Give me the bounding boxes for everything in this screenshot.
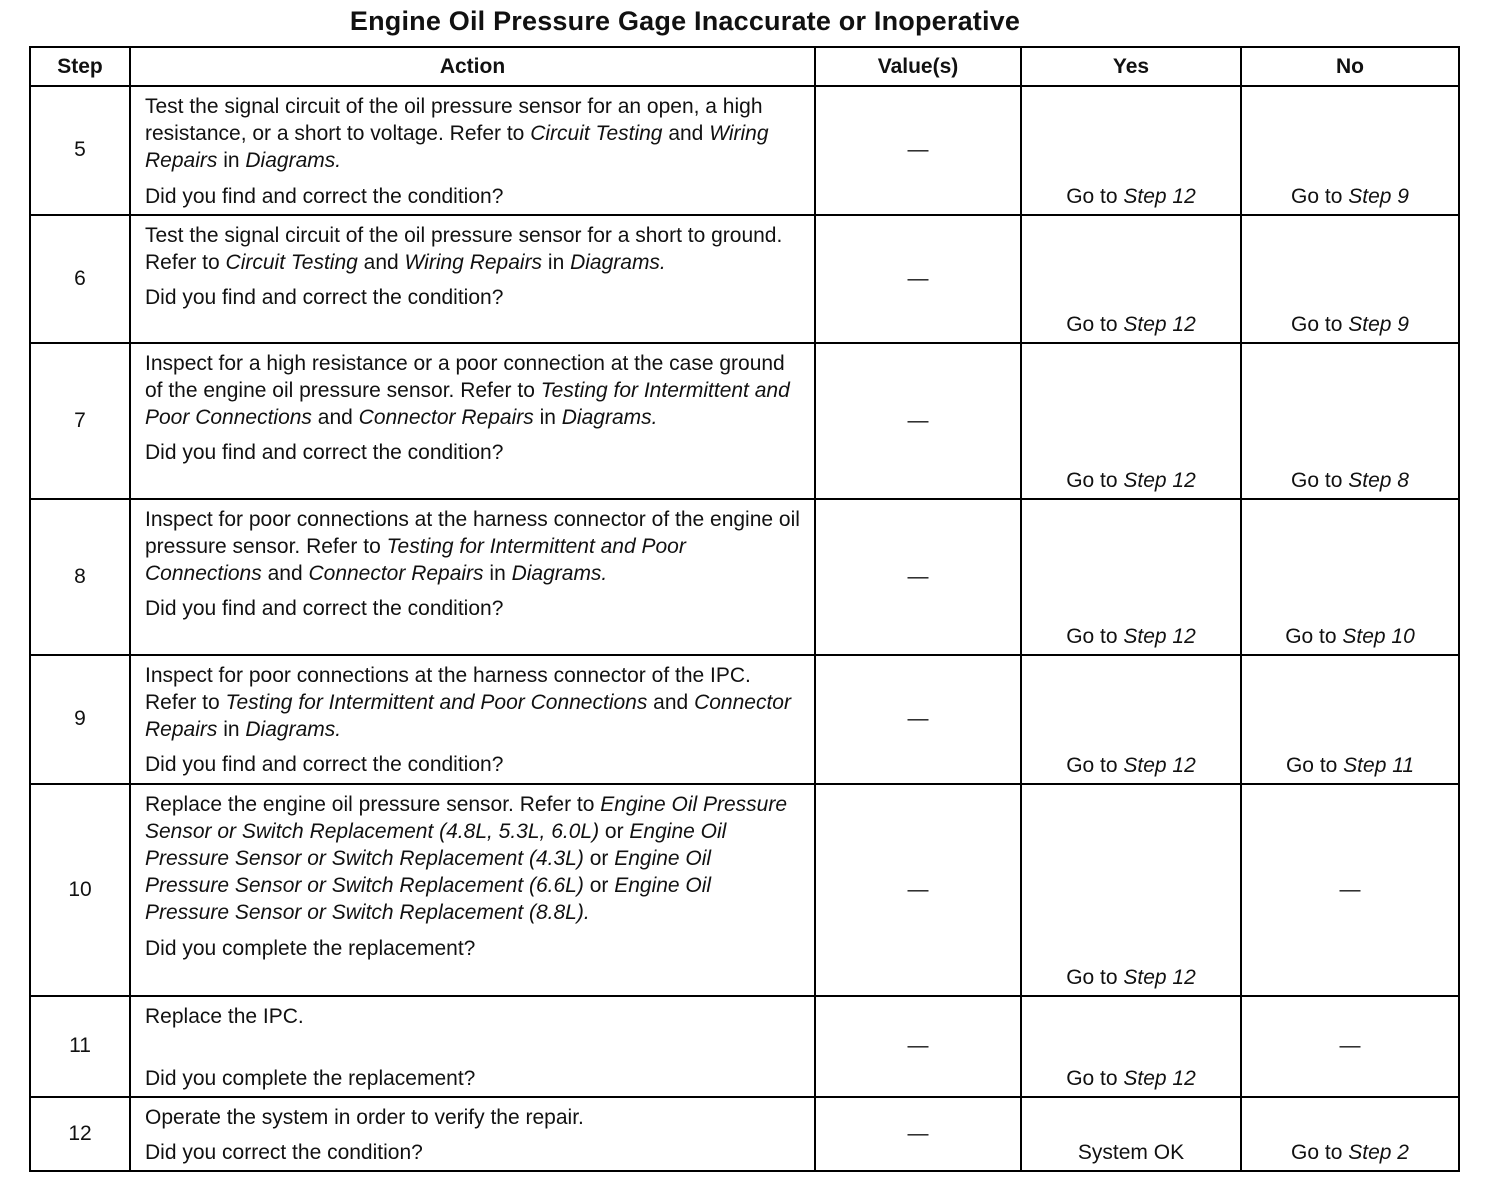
reference-link[interactable]: Testing for Intermittent and Poor Connections: [145, 379, 790, 430]
action-text-segment: in: [542, 251, 571, 275]
action-text-segment: in: [483, 562, 512, 586]
reference-link[interactable]: Diagrams.: [245, 149, 342, 173]
action-question: Did you find and correct the condition?: [145, 753, 504, 777]
action-cell: [130, 343, 815, 499]
table-row: [30, 1097, 1459, 1171]
value-dash: —: [907, 1122, 929, 1146]
action-question: Did you find and correct the condition?: [145, 441, 504, 465]
reference-link[interactable]: Engine Oil Pressure Sensor or Switch Replacement (4.3L): [145, 819, 727, 871]
no-dash: —: [1339, 1034, 1361, 1058]
no-cell: [1241, 343, 1459, 499]
action-question: Did you correct the condition?: [145, 1141, 423, 1165]
table-row: [30, 215, 1459, 343]
yes-step-link[interactable]: Step 12: [1123, 184, 1196, 208]
no-cell: [1241, 655, 1459, 784]
no-cell: [1241, 215, 1459, 343]
yes-prefix: Go to: [1066, 753, 1124, 777]
table-row: [30, 996, 1459, 1097]
reference-link[interactable]: Diagrams.: [561, 406, 658, 430]
yes-cell: [1021, 343, 1241, 499]
action-cell: [130, 215, 815, 343]
yes-cell: [1021, 655, 1241, 784]
yes-prefix: Go to: [1066, 965, 1124, 989]
header-yes: Yes: [1021, 47, 1241, 86]
reference-link[interactable]: Connector Repairs: [308, 562, 484, 586]
reference-link[interactable]: Engine Oil Pressure Sensor or Switch Replacement (4.8L, 5.3L, 6.0L): [145, 792, 788, 843]
action-cell: [130, 996, 815, 1097]
step-number: 7: [30, 343, 130, 499]
action-text: [145, 1104, 800, 1131]
action-question: Did you complete the replacement?: [145, 1066, 476, 1090]
action-cell: [130, 655, 815, 784]
reference-link[interactable]: Engine Oil Pressure Sensor or Switch Replacement (6.6L): [145, 847, 712, 898]
reference-link[interactable]: Circuit Testing: [530, 122, 663, 146]
step-number: 9: [30, 655, 130, 784]
yes-cell: [1021, 784, 1241, 996]
action-text-segment: or: [583, 874, 615, 898]
action-question: Did you complete the replacement?: [145, 936, 476, 960]
value-cell: [815, 343, 1021, 499]
yes-cell: [1021, 1097, 1241, 1171]
reference-link[interactable]: Circuit Testing: [225, 251, 358, 275]
no-cell: [1241, 996, 1459, 1097]
action-cell: [130, 784, 815, 996]
action-text-segment: Operate the system in order to verify the repair.: [145, 1106, 584, 1130]
reference-link[interactable]: Diagrams.: [245, 718, 342, 742]
value-dash: —: [907, 408, 929, 432]
value-cell: [815, 86, 1021, 215]
reference-link[interactable]: Wiring Repairs: [145, 122, 769, 173]
reference-link[interactable]: Diagrams.: [511, 562, 608, 586]
action-text-segment: in: [217, 718, 246, 742]
header-action: Action: [130, 47, 815, 86]
reference-link[interactable]: Diagrams.: [570, 251, 666, 275]
action-text-segment: and: [311, 406, 359, 430]
yes-prefix: Go to: [1066, 624, 1124, 648]
action-text: [145, 350, 800, 432]
no-dash: —: [1339, 877, 1361, 901]
no-prefix: Go to: [1285, 753, 1344, 777]
action-text-segment: in: [217, 149, 246, 173]
step-number: 11: [30, 996, 130, 1097]
value-cell: [815, 215, 1021, 343]
no-prefix: Go to: [1291, 468, 1349, 492]
header-no: No: [1241, 47, 1459, 86]
table-body: [30, 86, 1459, 1171]
yes-step-link[interactable]: Step 12: [1123, 965, 1196, 989]
step-number: 6: [30, 215, 130, 343]
no-prefix: Go to: [1285, 624, 1343, 648]
yes-cell: [1021, 499, 1241, 655]
yes-step-link[interactable]: Step 12: [1123, 1067, 1196, 1091]
yes-prefix: Go to: [1066, 1067, 1124, 1091]
action-question: Did you find and correct the condition?: [145, 184, 504, 208]
yes-step-link[interactable]: Step 12: [1123, 753, 1196, 777]
reference-link[interactable]: Connector Repairs: [145, 691, 791, 742]
action-text-segment: Test the signal circuit of the oil pressure sensor for a short to ground. Refer to: [145, 223, 783, 275]
no-cell: [1241, 784, 1459, 996]
value-cell: [815, 996, 1021, 1097]
yes-result: System OK: [1077, 1141, 1185, 1165]
no-prefix: Go to: [1291, 1141, 1349, 1165]
action-text-segment: Inspect for poor connections at the harness connector of the engine oil pressure sensor. Refer to: [145, 507, 800, 559]
no-cell: [1241, 86, 1459, 215]
action-question: Did you find and correct the condition?: [145, 597, 504, 621]
value-cell: [815, 655, 1021, 784]
no-step-link[interactable]: Step 8: [1348, 468, 1409, 492]
value-dash: —: [907, 564, 929, 588]
action-text-segment: Test the signal circuit of the oil pressure sensor for an open, a high resistance, or a short to voltage. Refer to: [145, 95, 763, 146]
diagnostic-table: [29, 46, 1460, 1172]
no-step-link[interactable]: Step 10: [1342, 624, 1415, 648]
table-row: [30, 499, 1459, 655]
action-text: [145, 791, 800, 927]
action-text-segment: or: [583, 847, 615, 871]
reference-link[interactable]: Connector Repairs: [358, 406, 534, 430]
action-text-segment: in: [533, 406, 562, 430]
header-values: Value(s): [815, 47, 1021, 86]
value-dash: —: [907, 877, 929, 901]
action-text-segment: and: [357, 251, 405, 275]
reference-link[interactable]: Testing for Intermittent and Poor Connections: [225, 691, 648, 715]
yes-cell: [1021, 996, 1241, 1097]
header-step: Step: [30, 47, 130, 86]
table-header-row: [30, 47, 1459, 86]
yes-prefix: Go to: [1066, 184, 1124, 208]
reference-link[interactable]: Wiring Repairs: [404, 251, 543, 275]
yes-step-link[interactable]: Step 12: [1123, 312, 1196, 336]
table-row: [30, 655, 1459, 784]
action-cell: [130, 1097, 815, 1171]
yes-step-link[interactable]: Step 12: [1123, 468, 1196, 492]
no-step-link[interactable]: Step 2: [1348, 1141, 1409, 1165]
action-text-segment: Replace the IPC.: [145, 1004, 304, 1028]
action-text: [145, 1003, 800, 1030]
table-row: [30, 343, 1459, 499]
reference-link[interactable]: Engine Oil Pressure Sensor or Switch Replacement (8.8L).: [145, 874, 712, 925]
yes-cell: [1021, 215, 1241, 343]
step-number: 10: [30, 784, 130, 996]
action-text-segment: Inspect for a high resistance or a poor connection at the case ground of the engine oil pressure sensor. Refer to: [145, 351, 785, 403]
value-dash: —: [907, 266, 929, 290]
yes-prefix: Go to: [1066, 468, 1124, 492]
action-question: Did you find and correct the condition?: [145, 286, 504, 310]
yes-cell: [1021, 86, 1241, 215]
step-number: 12: [30, 1097, 130, 1171]
action-text-segment: and: [647, 691, 695, 715]
value-dash: —: [907, 1034, 929, 1058]
action-text-segment: Replace the engine oil pressure sensor. Refer to: [145, 792, 601, 816]
value-dash: —: [907, 707, 929, 731]
action-text-segment: and: [261, 562, 309, 586]
table-row: [30, 86, 1459, 215]
action-text: [145, 93, 800, 175]
action-cell: [130, 86, 815, 215]
action-text: [145, 506, 800, 588]
action-text-segment: Inspect for poor connections at the harness connector of the IPC. Refer to: [145, 663, 751, 715]
value-cell: [815, 1097, 1021, 1171]
table-row: [30, 784, 1459, 996]
page-title: Engine Oil Pressure Gage Inaccurate or Inoperative: [349, 6, 1021, 36]
no-cell: [1241, 1097, 1459, 1171]
action-text: [145, 662, 800, 744]
no-cell: [1241, 499, 1459, 655]
no-prefix: Go to: [1291, 184, 1349, 208]
value-cell: [815, 499, 1021, 655]
value-dash: —: [907, 138, 929, 162]
step-number: 5: [30, 86, 130, 215]
yes-step-link[interactable]: Step 12: [1123, 624, 1196, 648]
no-step-link[interactable]: Step 11: [1343, 753, 1415, 777]
no-step-link[interactable]: Step 9: [1348, 312, 1409, 336]
reference-link[interactable]: Testing for Intermittent and Poor Connections: [145, 535, 686, 586]
action-text-segment: and: [662, 122, 710, 146]
action-text-segment: or: [599, 819, 630, 843]
action-cell: [130, 499, 815, 655]
value-cell: [815, 784, 1021, 996]
yes-prefix: Go to: [1066, 312, 1124, 336]
no-prefix: Go to: [1291, 312, 1349, 336]
step-number: 8: [30, 499, 130, 655]
no-step-link[interactable]: Step 9: [1348, 184, 1409, 208]
action-text: [145, 222, 800, 276]
